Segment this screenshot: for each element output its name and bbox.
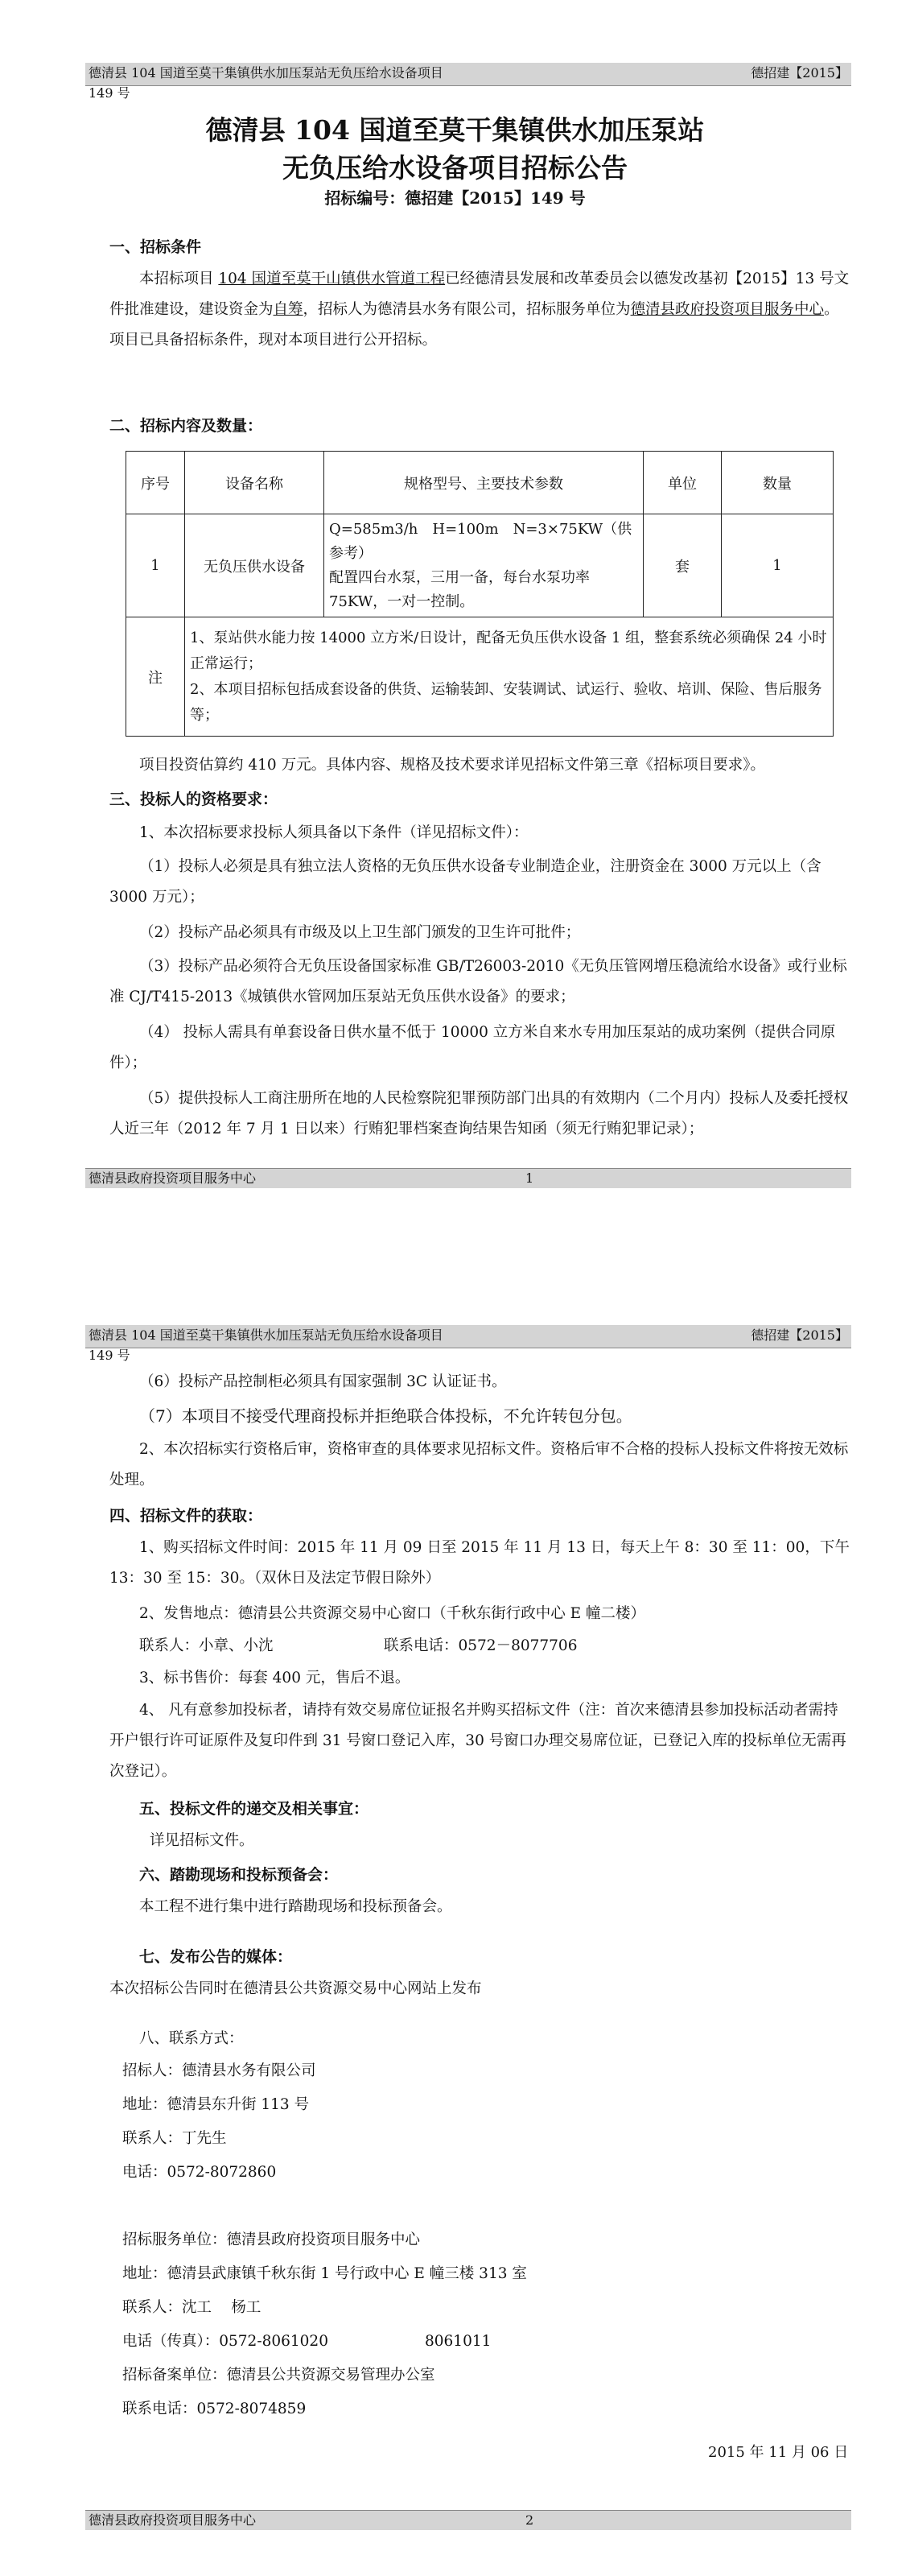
table-row [126,514,834,617]
header-title: 德清县 104 国道至莫干集镇供水加压泵站无负压给水设备项目 [89,1327,443,1343]
qualification-item-1: （1）投标人必须是具有独立法人资格的无负压供水设备专业制造企业，注册资金在 3000 万元以上（含 3000 万元）； [109,858,821,906]
th-no: 序号 [126,452,185,514]
row-no: 1 [126,514,185,617]
th-name: 设备名称 [185,452,324,514]
agency-phone: 电话（传真）：0572-8061020 [122,2333,328,2350]
equipment-table [126,451,834,737]
agency-name: 德清县政府投资项目服务中心 [630,301,825,318]
page1-footer [85,1168,851,1188]
header-number-suffix: 149 号 [89,85,130,101]
row-qty: 1 [722,514,834,617]
header-number-suffix: 149 号 [89,1348,130,1363]
section1-heading: 一、招标条件 [109,238,202,256]
qualification-intro: 1、本次招标要求投标人须具备以下条件（详见招标文件）： [139,824,529,841]
section8-heading: 八、联系方式： [139,2030,244,2047]
section6-heading: 六、踏勘现场和投标预备会： [139,1866,339,1884]
page2-header [85,1325,851,1348]
agency: 招标服务单位：德清县政府投资项目服务中心 [122,2231,421,2248]
tenderer-address: 地址：德清县东升街 113 号 [122,2096,310,2113]
section6-text: 本工程不进行集中进行踏勘现场和投标预备会。 [139,1898,452,1915]
sale-contact-tel: 联系电话：0572－8077706 [384,1637,578,1654]
tender-number: 招标编号：德招建【2015】149 号 [324,188,586,208]
qualification-item-7: （7）本项目不接受代理商投标并拒绝联合体投标，不允许转包分包。 [139,1406,632,1426]
registration-note: 4、 凡有意参加投标者，请持有效交易席位证报名并购买招标文件（注：首次来德清县参加投标活动者需持开户银行许可证原件及复印件到 31 号窗口登记入库，30 号窗口办理交易席位证，已登记入库的投标单位无需再次登记）。 [109,1702,846,1780]
qualification-item-3: （3）投标产品必须符合无负压设备国家标准 GB/T26003-2010《无负压管网增压稳流给水设备》或行业标准 CJ/T415-2013《城镇供水管网加压泵站无负压供水设备》的要求； [109,958,847,1005]
qualification-review: 2、本次招标实行资格后审，资格审查的具体要求见招标文件。资格后审不合格的投标人投标文件将按无效标处理。 [109,1441,849,1488]
tenderer-contact: 联系人：丁先生 [122,2130,227,2147]
qualification-item-6: （6）投标产品控制柜必须具有国家强制 3C 认证证书。 [139,1373,507,1390]
section2-heading: 二、招标内容及数量： [109,417,263,435]
tenderer-phone: 电话：0572-8072860 [122,2164,277,2181]
footer-org: 德清县政府投资项目服务中心 [89,1170,257,1186]
tenderer: 招标人：德清县水务有限公司 [122,2062,316,2079]
row-name: 无负压供水设备 [185,514,324,617]
doc-title-line2: 无负压给水设备项目招标公告 [282,152,628,184]
footer-page-number: 1 [525,1170,534,1186]
filing-agency: 招标备案单位：德清县公共资源交易管理办公室 [122,2367,435,2384]
section4-heading: 四、招标文件的获取： [109,1507,263,1525]
section7-text: 本次招标公告同时在德清县公共资源交易中心网站上发布 [109,1980,482,1997]
th-spec: 规格型号、主要技术参数 [324,452,644,514]
project-name: 104 国道至莫干山镇供水管道工程 [218,270,446,287]
header-title: 德清县 104 国道至莫干集镇供水加压泵站无负压给水设备项目 [89,65,443,80]
qualification-item-4: （4） 投标人需具有单套设备日供水量不低于 10000 立方米自来水专用加压泵站的成功案例（提供合同原件）； [109,1024,836,1071]
agency-contact: 联系人：沈工 杨工 [122,2299,261,2316]
notice-date: 2015 年 11 月 06 日 [708,2444,849,2461]
header-number: 德招建【2015】 [751,1327,848,1343]
section3-heading: 三、投标人的资格要求： [109,791,278,808]
th-unit: 单位 [644,452,722,514]
section7-heading: 七、发布公告的媒体： [139,1948,293,1966]
header-number: 德招建【2015】 [751,65,848,80]
agency-address: 地址：德清县武康镇千秋东街 1 号行政中心 E 幢三楼 313 室 [122,2265,527,2282]
section1-body: 本招标项目 104 国道至莫干山镇供水管道工程已经德清县发展和改革委员会以德发改基初【2015】13 号文件批准建设，建设资金为自筹，招标人为德清县水务有限公司，招标服务单位为德清县政府投资项目服务中心。项目已具备招标条件，现对本项目进行公开招标。 [109,270,850,349]
note-label: 注 [126,617,185,737]
doc-title-line1: 德清县 104 国道至莫干集镇供水加压泵站 [205,114,705,146]
filing-phone: 联系电话：0572-8074859 [122,2401,307,2417]
section5-text: 详见招标文件。 [150,1832,254,1849]
qualification-item-2: （2）投标产品必须具有市级及以上卫生部门颁发的卫生许可批件； [139,924,581,941]
agency-phone-2: 8061011 [425,2333,492,2350]
sale-contact: 联系人：小章、小沈 [139,1637,274,1654]
th-qty: 数量 [722,452,834,514]
row-spec: Q=585m3/h H=100m N=3×75KW（供参考） 配置四台水泵，三用一备，每台水泵功率75KW，一对一控制。 [324,514,644,617]
footer-org: 德清县政府投资项目服务中心 [89,2512,257,2528]
note-content: 1、泵站供水能力按 14000 立方米/日设计，配备无负压供水设备 1 组，整套系统必须确保 24 小时正常运行； 2、本项目招标包括成套设备的供货、运输装卸、安装调试、试运行、验收、培训、保险、售后服务等； [185,617,834,737]
sale-place: 2、发售地点：德清县公共资源交易中心窗口（千秋东街行政中心 E 幢二楼） [139,1605,646,1622]
qualification-item-5: （5）提供投标人工商注册所在地的人民检察院犯罪预防部门出具的有效期内（二个月内）投标人及委托授权人近三年（2012 年 7 月 1 日以来）行贿犯罪档案查询结果告知函（须无行贿犯罪记录）； [109,1090,849,1137]
footer-page-number: 2 [525,2512,534,2528]
budget-text: 项目投资估算约 410 万元。具体内容、规格及技术要求详见招标文件第三章《招标项目要求》。 [139,757,765,774]
purchase-time: 1、购买招标文件时间：2015 年 11 月 09 日至 2015 年 11 月 13 日，每天上午 8：30 至 11：00，下午 13：30 至 15：30。（双休日及法定节假日除外） [109,1539,850,1587]
page1-header [85,63,851,86]
document-price: 3、标书售价：每套 400 元，售后不退。 [139,1670,410,1686]
table-note-row [126,617,834,737]
row-unit: 套 [644,514,722,617]
section5-heading: 五、投标文件的递交及相关事宜： [139,1800,369,1818]
page2-footer [85,2510,851,2530]
fund-source: 自筹 [273,301,303,318]
table-header-row [126,452,834,514]
